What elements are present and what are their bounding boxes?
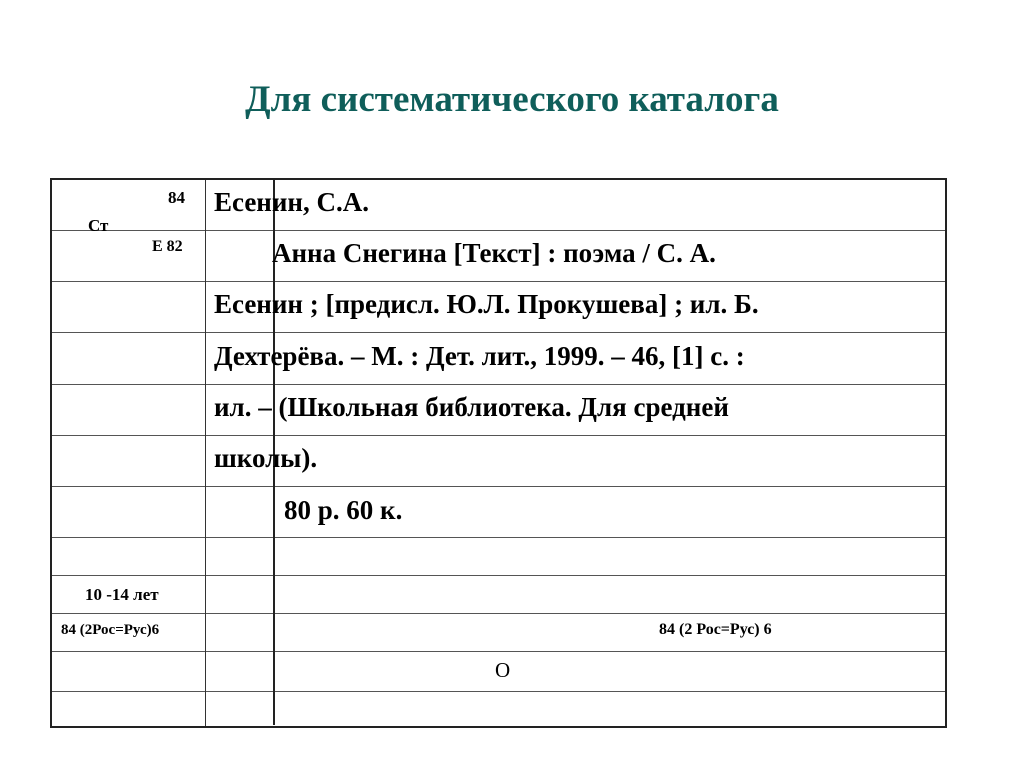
tracing-left: 84 (2Рос=Рус)6 [61, 622, 160, 638]
left-column-divider [205, 180, 206, 726]
description-line-series-end: школы). [214, 443, 318, 473]
description-line-author: Есенин, С.А. [214, 187, 369, 217]
row-divider [52, 613, 945, 614]
row-divider [52, 691, 945, 692]
slide-title: Для систематического каталога [245, 79, 779, 120]
row-divider [52, 435, 945, 436]
tracing-right: 84 (2 Рос=Рус) 6 [659, 621, 772, 638]
row-divider [52, 537, 945, 538]
price: 80 р. 60 к. [284, 495, 403, 525]
note-mark: О [495, 658, 511, 682]
row-divider [52, 486, 945, 487]
row-divider [52, 230, 945, 231]
description-line-title: Анна Снегина [Текст] : поэма / С. А. [272, 238, 716, 268]
description-line-responsibility: Есенин ; [предисл. Ю.Л. Прокушева] ; ил. Б. [214, 289, 759, 319]
classification-index: 84 [168, 188, 185, 207]
row-divider [52, 575, 945, 576]
row-divider [52, 332, 945, 333]
age-label: 10 -14 лет [85, 585, 159, 604]
row-divider [52, 384, 945, 385]
author-mark: Е 82 [152, 238, 183, 255]
row-divider [52, 651, 945, 652]
shelf-mark: Ст [88, 216, 109, 235]
row-divider [52, 281, 945, 282]
description-line-publication: Дехтерёва. – М. : Дет. лит., 1999. – 46, [1] с. : [214, 341, 745, 371]
description-line-series: ил. – (Школьная библиотека. Для средней [214, 392, 729, 422]
